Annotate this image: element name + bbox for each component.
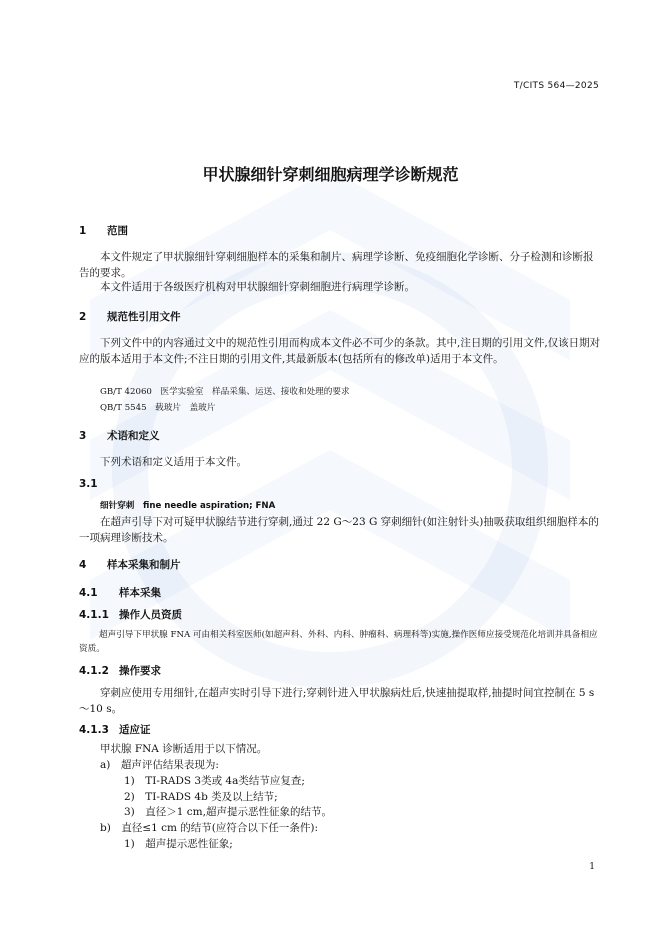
section-number: 2 [79,311,87,323]
section-title: 范围 [107,225,128,237]
standard-number: T/CITS 564—2025 [513,81,599,91]
section-number: 4.1 [79,587,98,599]
normative-reference-1: GB/T 42060 医学实验室 样品采集、运送、接收和处理的要求 [100,387,350,397]
term-3-1-definition: 在超声引导下对可疑甲状腺结节进行穿刺,通过 22 G～23 G 穿刺细针(如注射针头)抽吸获取组织细胞样本的一项病理诊断技术。 [79,516,599,544]
section-4-1-2-paragraph: 穿刺应使用专用细针,在超声实时引导下进行;穿刺针进入甲状腺病灶后,快速抽提取样,抽提时间宜控制在 5 s～10 s。 [79,687,595,715]
section-4-1-1-paragraph: 超声引导下甲状腺 FNA 可由相关科室医师(如超声科、外科、内科、肿瘤科、病理科等)实施,操作医师应接受规范化培训并具备相应资质。 [79,630,598,654]
section-number: 4.1.1 [79,609,109,621]
section-4-1-3-intro: 甲状腺 FNA 诊断适用于以下情况。 [100,743,268,755]
section-number: 1 [79,225,87,237]
section-4-heading [79,557,181,572]
section-3-paragraph-1: 下列术语和定义适用于本文件。 [100,456,247,468]
section-1-paragraph-1: 本文件规定了甲状腺细针穿刺细胞样本的采集和制片、病理学诊断、免疫细胞化学诊断、分子检测和诊断报告的要求。 [79,251,594,279]
list-item-b: b) 直径≤1 cm 的结节(应符合以下任一条件): [100,822,319,834]
section-number: 4.1.2 [79,665,109,677]
section-title: 术语和定义 [107,430,160,442]
section-title: 操作要求 [119,665,161,677]
section-1-paragraph-2: 本文件适用于各级医疗机构对甲状腺细针穿刺细胞进行病理学诊断。 [100,281,415,293]
list-item-b-1: 1) 超声提示恶性征象; [124,838,233,850]
section-1-heading [79,223,128,238]
section-title: 规范性引用文件 [107,311,181,323]
section-number: 4.1.3 [79,724,109,736]
list-item-a-3: 3) 直径＞1 cm,超声提示恶性征象的结节。 [124,806,332,818]
page-number: 1 [589,862,595,872]
document-title: 甲状腺细针穿刺细胞病理学诊断规范 [202,165,459,184]
section-2-paragraph-1: 下列文件中的内容通过文中的规范性引用而构成本文件必不可少的条款。其中,注日期的引用文件,仅该日期对应的版本适用于本文件;不注日期的引用文件,其最新版本(包括所有的修改单)适用于本文件。 [79,337,601,365]
section-title: 样本采集和制片 [107,559,181,571]
section-title: 操作人员资质 [119,609,182,621]
list-item-a-2: 2) TI-RADS 4b 类及以上结节; [124,791,278,803]
term-3-1-number: 3.1 [79,478,98,490]
normative-reference-2: QB/T 5545 载玻片 盖玻片 [100,403,216,413]
section-4-1-1-heading [79,607,182,622]
section-4-1-heading [79,585,161,600]
term-3-1-name: 细针穿刺 fine needle aspiration; FNA [100,501,276,511]
section-title: 样本采集 [119,587,161,599]
section-number: 3 [79,430,87,442]
section-3-heading [79,428,160,443]
section-number: 4 [79,559,87,571]
section-4-1-2-heading [79,663,161,678]
list-item-a-1: 1) TI-RADS 3类或 4a类结节应复查; [124,775,305,787]
section-4-1-3-heading [79,722,151,737]
list-item-a: a) 超声评估结果表现为: [100,759,219,771]
section-title: 适应证 [119,724,151,736]
section-2-heading [79,309,181,324]
